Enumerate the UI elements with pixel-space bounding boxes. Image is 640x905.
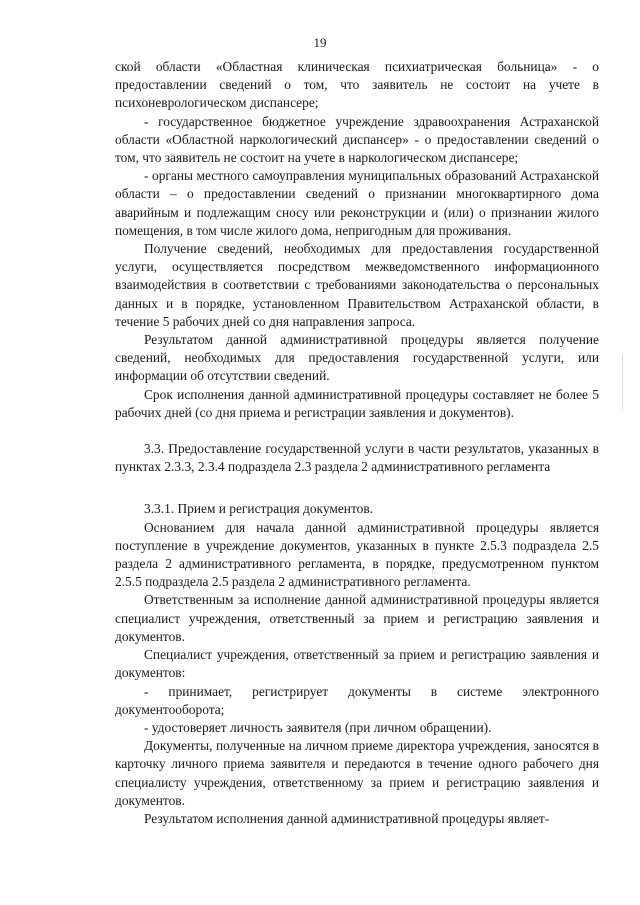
list-item-register-documents: - принимает, регистрирует документы в системе электронного документооборота; [115,683,599,717]
paragraph-responsible-person: Ответственным за исполнение данной административной процедуры является специалист учреждения, ответственный за прием и регистрацию заявления и документов. [115,592,599,644]
paragraph-continuation: ской области «Областная клиническая психиатрическая больница» - о предоставлении сведений о том, что заявитель не состоит на учете в психоневрологическом диспансере; [115,59,599,111]
paragraph-obtaining-information: Получение сведений, необходимых для предоставления государственной услуги, осуществляется посредством межведомственного информационного взаимодействия в соответствии с требованиями законодательства о персональных данных и в порядке, установленном Правительством Астраханской области, в течение 5 рабочих дней со дня направления запроса. [115,241,599,329]
paragraph-execution-result: Результатом исполнения данной административной процедуры являет- [144,810,550,826]
subsection-heading-3-3-1: 3.3.1. Прием и регистрация документов. [144,501,373,517]
margin-scan-mark [622,355,631,410]
paragraph-procedure-term: Срок исполнения данной административной процедуры составляет не более 5 рабочих дней (со дня приема и регистрации заявления и документов). [115,386,599,420]
document-body [115,58,599,828]
list-item-verify-identity: - удостоверяет личность заявителя (при личном обращении). [144,719,492,735]
paragraph-personal-reception: Документы, полученные на личном приеме директора учреждения, заносятся в карточку личного приема заявителя и передаются в течение одного рабочего дня специалисту учреждения, ответственному за прием и регистрацию заявления и документов. [115,738,599,808]
paragraph-narcology-dispensary: - государственное бюджетное учреждение здравоохранения Астраханской области «Областной наркологический диспансер» - о предоставлении сведений о том, что заявитель не состоит на учете в наркологическом диспансере; [115,113,599,166]
page-number: 19 [313,35,327,50]
paragraph-specialist-duties: Специалист учреждения, ответственный за прием и регистрацию заявления и документов: [115,647,599,681]
paragraph-procedure-result: Результатом данной административной процедуры является получение сведений, необходимых для предоставления государственной услуги, или информации об отсутствии сведений. [115,332,599,384]
paragraph-procedure-basis: Основанием для начала данной административной процедуры является поступление в учреждение документов, указанных в пункте 2.5.3 подраздела 2.5 раздела 2 административного регламента, в порядке, предусмотренном пунктом 2.5.5 подраздела 2.5 раздела 2 административного регламента. [115,519,599,590]
paragraph-local-government: - органы местного самоуправления муниципальных образований Астраханской области – о предоставлении сведений о признании многоквартирного дома аварийным и подлежащим сносу или реконструкции и (или) о признании жилого помещения, в том числе жилого дома, непригодным для проживания. [115,168,599,238]
section-heading-3-3: 3.3. Предоставление государственной услуги в части результатов, указанных в пунктах 2.3.3, 2.3.4 подраздела 2.3 раздела 2 административного регламента [115,441,599,475]
